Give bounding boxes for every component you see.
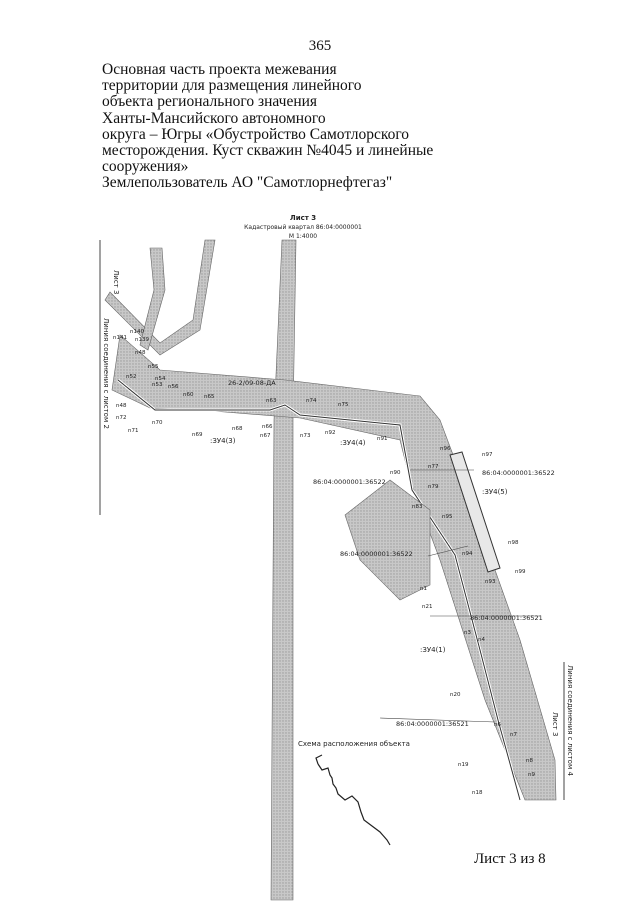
- sheet-footer: Лист 3 из 8: [474, 851, 546, 867]
- left-sheet-label: Лист 3: [112, 270, 120, 295]
- point-label: n65: [204, 394, 215, 400]
- point-label: n3: [464, 630, 471, 636]
- point-label: n140: [130, 329, 144, 335]
- point-label: n74: [306, 398, 317, 404]
- page-number: 365: [308, 38, 332, 54]
- scheme-route: [318, 764, 390, 845]
- point-label: n1: [420, 586, 427, 592]
- point-label: n68: [232, 426, 243, 432]
- point-label: n66: [262, 424, 273, 430]
- point-label: n55: [148, 364, 159, 370]
- scale-label: М 1:4000: [288, 233, 318, 240]
- point-label: n94: [462, 551, 473, 557]
- road-label: 26-2/09-08-ДА: [228, 379, 276, 387]
- header-line: месторождения. Куст скважин №4045 и линейные: [102, 142, 434, 160]
- point-label: n75: [338, 402, 349, 408]
- point-label: n79: [428, 484, 439, 490]
- point-label: n52: [126, 374, 137, 380]
- plot-label: :ЗУ4(5): [482, 488, 508, 496]
- sheet-title: Лист 3: [289, 214, 317, 222]
- point-label: n139: [135, 337, 149, 343]
- point-label: n72: [116, 415, 127, 421]
- right-sheet-label: Лист 3: [551, 712, 559, 737]
- point-label: n90: [390, 470, 401, 476]
- right-link-label: Линия соединения с листом 4: [566, 665, 574, 776]
- point-label: n91: [377, 436, 388, 442]
- point-label: n21: [422, 604, 433, 610]
- point-label: n4: [478, 637, 485, 643]
- point-label: n6: [494, 722, 501, 728]
- point-label: n98: [508, 540, 519, 546]
- header-line: Основная часть проекта межевания: [102, 61, 337, 78]
- point-label: n97: [482, 452, 493, 458]
- point-label: n48: [135, 350, 146, 356]
- point-label: n56: [168, 384, 179, 390]
- point-label: n48: [116, 403, 127, 409]
- point-label: n92: [325, 430, 336, 436]
- point-label: n73: [300, 433, 311, 439]
- parcel-label: 86:04:0000001:36522: [313, 478, 386, 486]
- point-label: n77: [428, 464, 439, 470]
- point-label: n96: [440, 446, 451, 452]
- cadastral-quarter-label: Кадастровый квартал 86:04:0000001: [244, 224, 362, 231]
- vertical-corridor: [271, 240, 296, 900]
- point-label: n18: [472, 790, 483, 796]
- header-line: Землепользователь АО "Самотлорнефтегаз": [102, 174, 393, 192]
- plot-label: :ЗУ4(4): [340, 439, 366, 447]
- parcel-label: 86:04:0000001:36521: [470, 614, 543, 622]
- header-line: объекта регионального значения: [102, 93, 318, 111]
- parcel-label: 86:04:0000001:36521: [396, 720, 469, 728]
- point-label: n71: [128, 428, 139, 434]
- point-label: n93: [485, 579, 496, 585]
- point-label: n54: [155, 376, 166, 382]
- point-label: n19: [458, 762, 469, 768]
- scheme-caption: Схема расположения объекта: [298, 740, 410, 748]
- parcel-label: 86:04:0000001:36522: [340, 550, 413, 558]
- point-label: n9: [528, 772, 535, 778]
- point-label: n7: [510, 732, 517, 738]
- left-link-label: Линия соединения с листом 2: [102, 318, 110, 429]
- point-label: n83: [412, 504, 423, 510]
- point-label: n63: [266, 398, 277, 404]
- point-label: n99: [515, 569, 526, 575]
- parcel-label: 86:04:0000001:36522: [482, 469, 555, 477]
- header-line: сооружения»: [102, 158, 189, 176]
- point-label: n60: [183, 392, 194, 398]
- plot-label: :ЗУ4(1): [420, 646, 446, 654]
- header-line: территории для размещения линейного: [102, 77, 362, 95]
- point-label: n67: [260, 433, 271, 439]
- point-label: n8: [526, 758, 533, 764]
- point-label: n69: [192, 432, 203, 438]
- point-label: n20: [450, 692, 461, 698]
- header-line: Ханты-Мансийского автономного: [102, 109, 326, 127]
- point-label: n53: [152, 382, 163, 388]
- plot-label: :ЗУ4(3): [210, 437, 236, 445]
- point-label: n95: [442, 514, 453, 520]
- point-label: n141: [113, 335, 127, 341]
- header-line: округа – Югры «Обустройство Самотлорского: [102, 125, 410, 143]
- point-label: n70: [152, 420, 163, 426]
